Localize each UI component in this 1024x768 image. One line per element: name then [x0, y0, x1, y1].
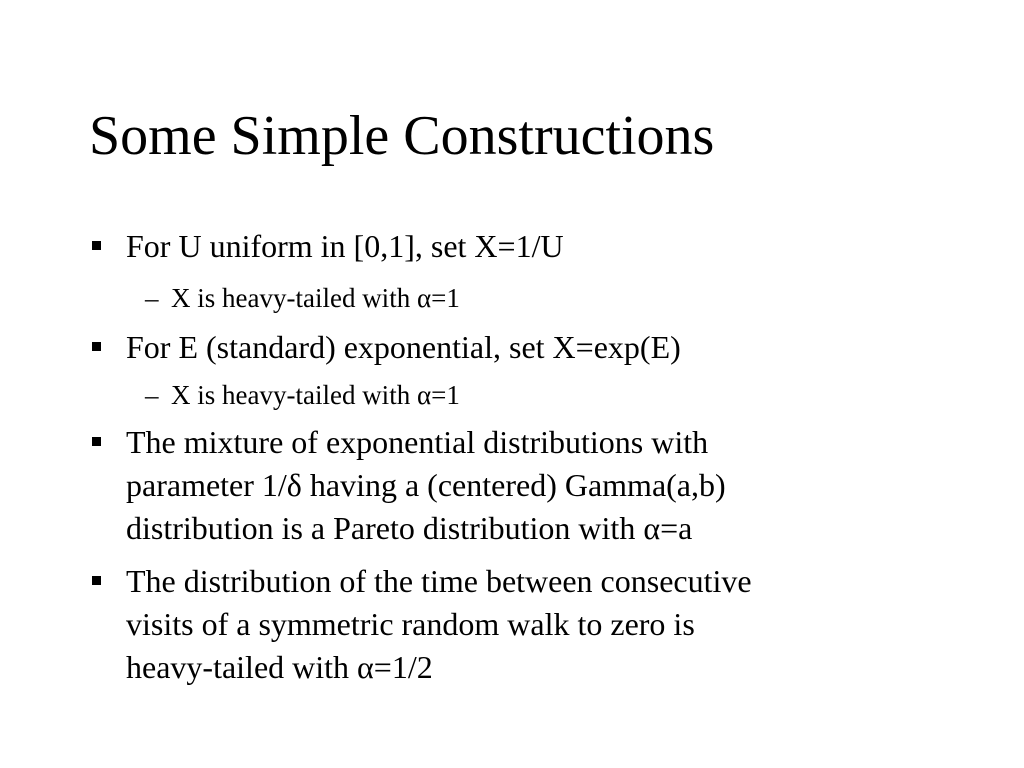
dash-bullet-icon: –	[145, 380, 159, 410]
bullet-text-line: parameter 1/δ having a (centered) Gamma(a,b)	[126, 467, 726, 503]
bullet-text-line: The mixture of exponential distributions with	[126, 424, 709, 460]
square-bullet-icon	[92, 241, 101, 250]
dash-bullet-icon: –	[145, 283, 159, 313]
bullet-text-line: heavy-tailed with α=1/2	[126, 649, 433, 685]
bullet-text-line: visits of a symmetric random walk to zero is	[126, 606, 695, 642]
sub-bullet-text: X is heavy-tailed with α=1	[171, 283, 460, 313]
bullet-text: For E (standard) exponential, set X=exp(E)	[126, 329, 681, 365]
bullet-text-line: distribution is a Pareto distribution with α=a	[126, 510, 693, 546]
square-bullet-icon	[92, 576, 101, 585]
square-bullet-icon	[92, 437, 101, 446]
square-bullet-icon	[92, 342, 101, 351]
bullet-text-line: The distribution of the time between consecutive	[126, 563, 752, 599]
slide-title: Some Simple Constructions	[89, 105, 715, 167]
sub-bullet-text: X is heavy-tailed with α=1	[171, 380, 460, 410]
bullet-text: For U uniform in [0,1], set X=1/U	[126, 228, 564, 264]
